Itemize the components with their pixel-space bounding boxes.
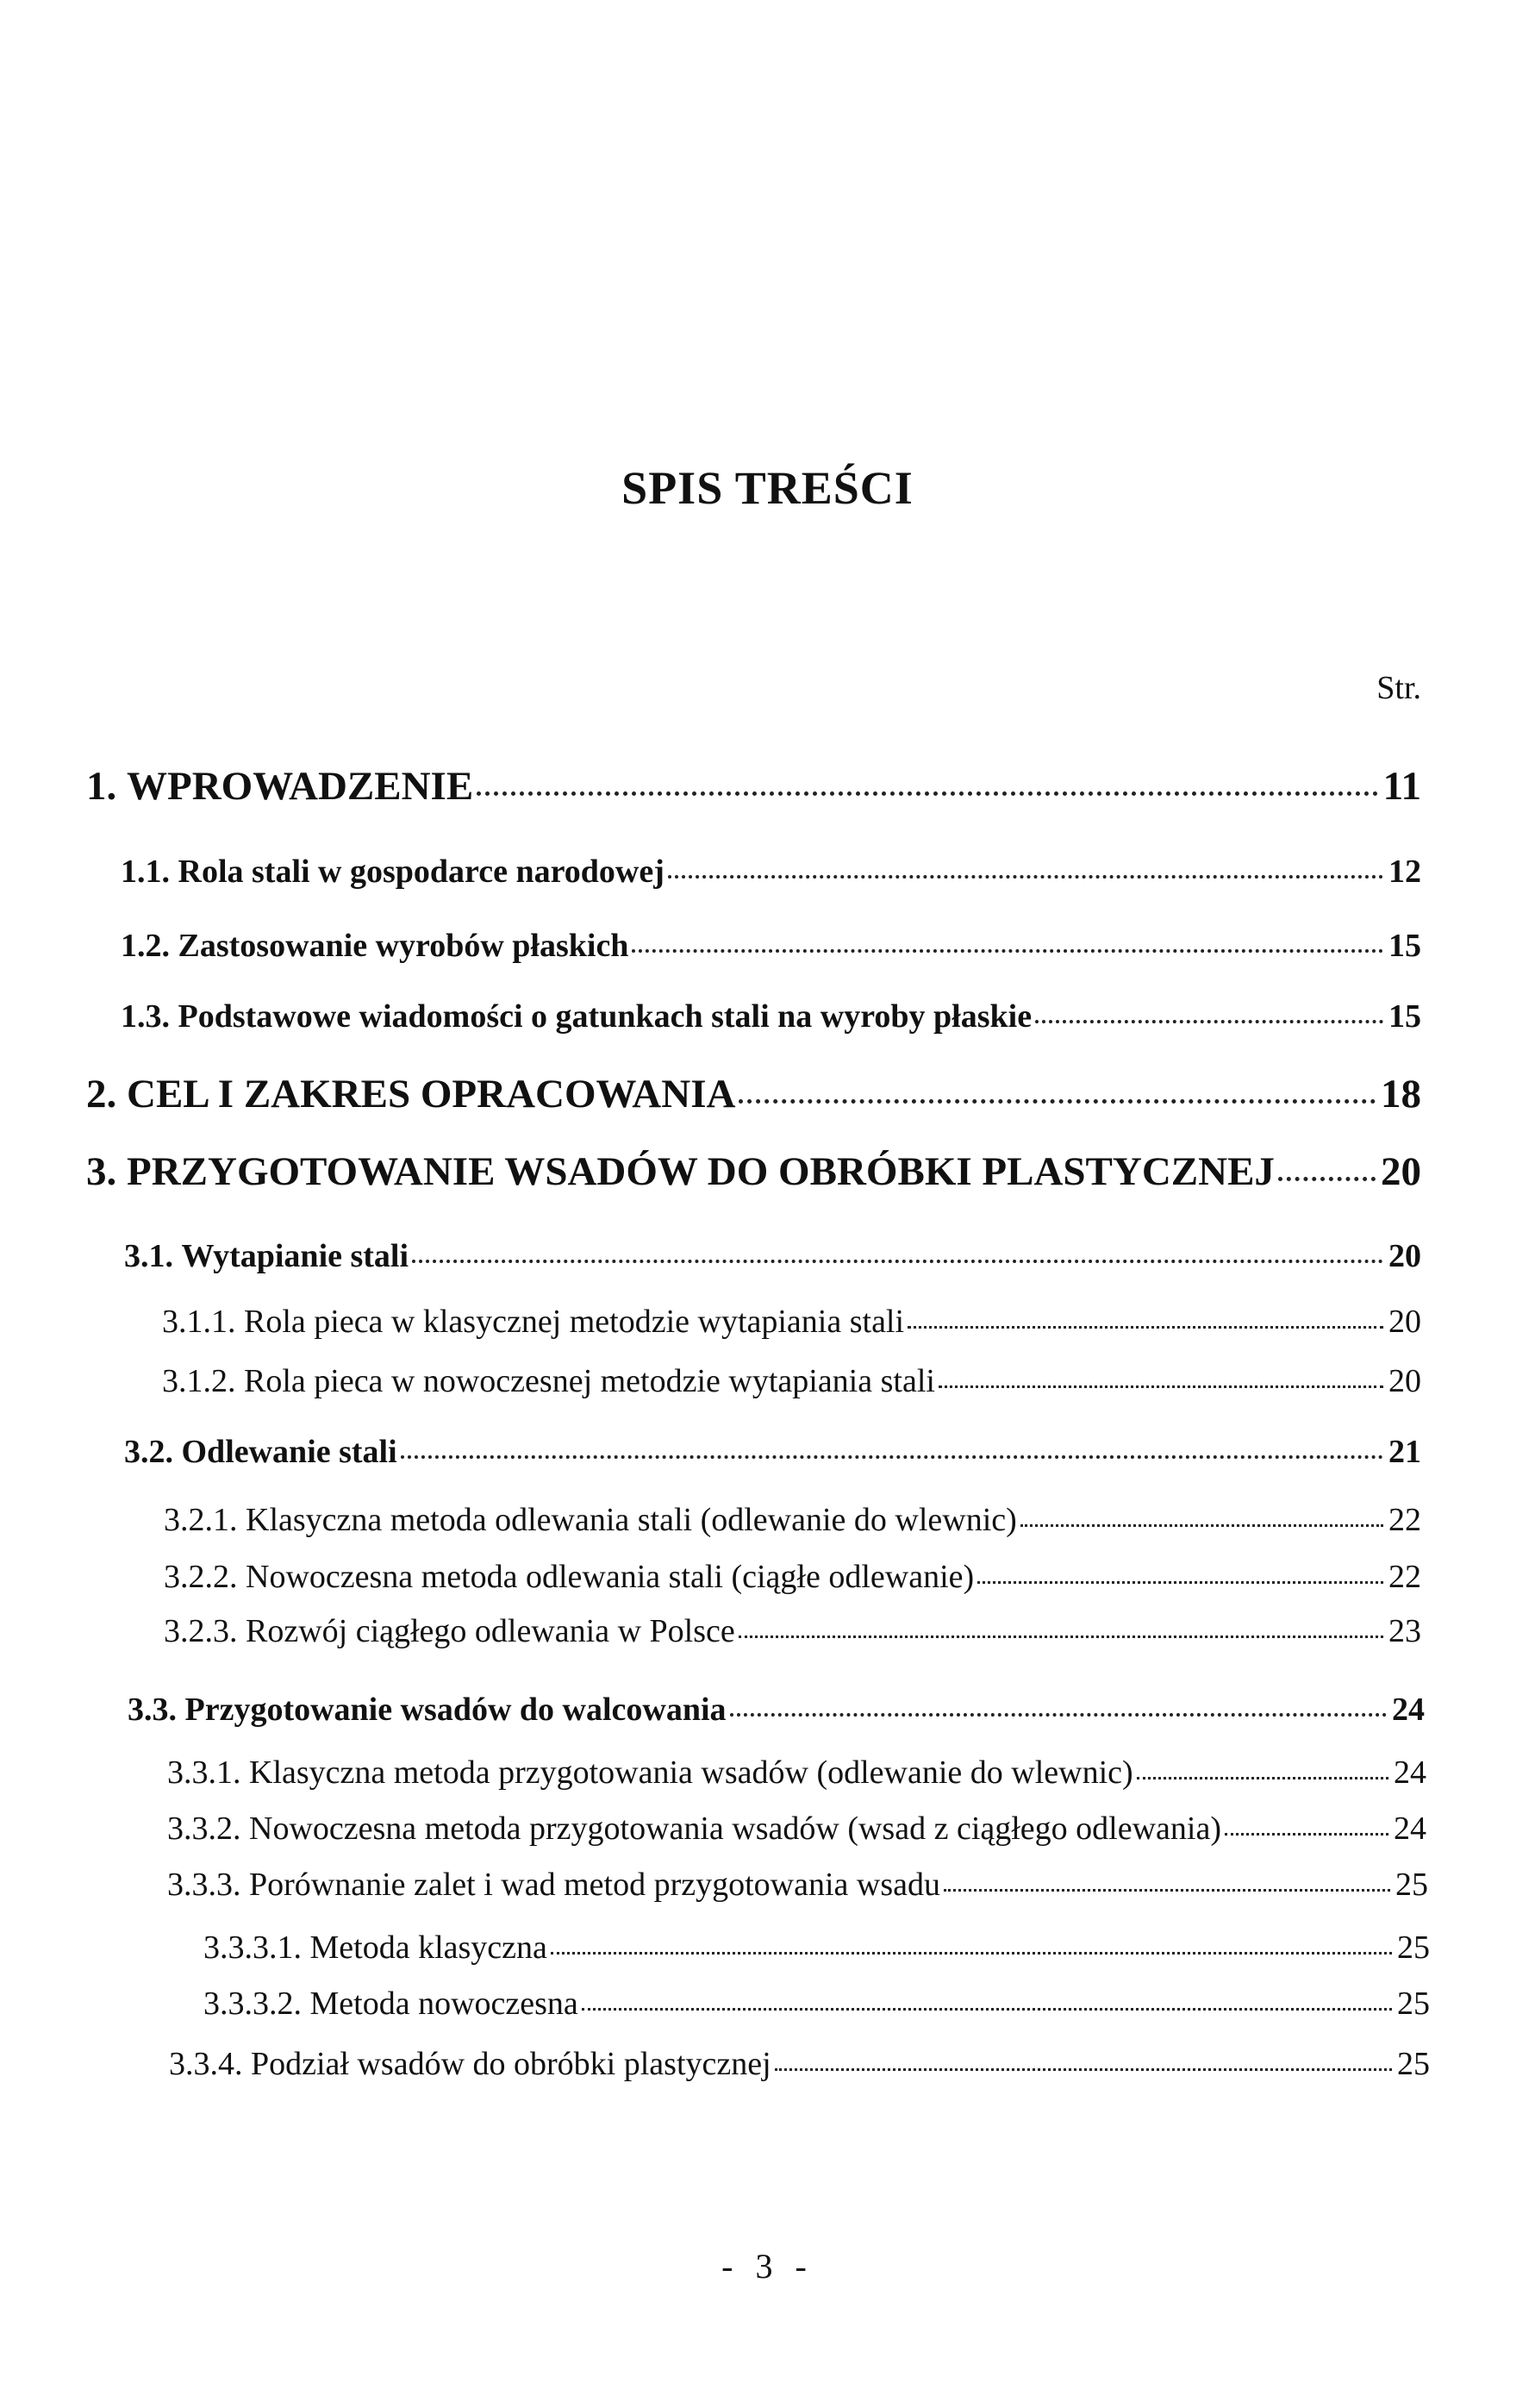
toc-page: 18: [1381, 1072, 1421, 1116]
toc-title: WPROWADZENIE: [127, 764, 474, 809]
toc-page: 15: [1388, 928, 1421, 964]
toc-entry-3-3-2[interactable]: [167, 1806, 1426, 1848]
toc-page: 24: [1394, 1754, 1426, 1791]
toc-page: 11: [1382, 764, 1421, 809]
toc-leader: [401, 1429, 1383, 1462]
toc-leader: [1278, 1144, 1376, 1185]
toc-entry-2[interactable]: [86, 1066, 1421, 1117]
toc-number: 3.1.2.: [162, 1363, 236, 1399]
toc-leader: [632, 923, 1383, 956]
toc-page: 20: [1388, 1238, 1421, 1274]
toc-title: Klasyczna metoda odlewania stali (odlewanie do wlewnic): [246, 1502, 1017, 1538]
toc-number: 3.: [86, 1149, 117, 1194]
toc-entry-3-3-1[interactable]: [167, 1750, 1426, 1792]
toc-leader: [977, 1554, 1383, 1587]
toc-number: 3.1.1.: [162, 1304, 236, 1340]
toc-page: 22: [1388, 1559, 1421, 1595]
toc-title: Rozwój ciągłego odlewania w Polsce: [246, 1613, 735, 1649]
toc-entry-1-3[interactable]: [121, 994, 1421, 1035]
toc-entry-1-1[interactable]: [121, 849, 1421, 891]
toc-number: 3.3.: [128, 1692, 177, 1728]
toc-page: 25: [1397, 1986, 1430, 2022]
toc-title: Rola pieca w nowoczesnej metodzie wytapiania stali: [244, 1363, 935, 1399]
toc-leader: [908, 1299, 1383, 1332]
toc-leader: [730, 1687, 1387, 1720]
toc-number: 3.3.3.1.: [203, 1930, 302, 1966]
toc-leader: [944, 1862, 1390, 1895]
toc-entry-3-3-3-2[interactable]: [203, 1981, 1430, 2023]
toc-entry-3-2-2[interactable]: [164, 1554, 1421, 1596]
toc-page: 25: [1397, 1930, 1430, 1966]
toc-leader: [939, 1359, 1383, 1392]
toc-number: 1.2.: [121, 928, 170, 964]
toc-title: Metoda klasyczna: [309, 1930, 547, 1966]
toc-entry-1[interactable]: [86, 759, 1421, 810]
toc-entry-1-2[interactable]: [121, 923, 1421, 965]
toc-leader: [668, 849, 1383, 882]
toc-page: 21: [1388, 1434, 1421, 1470]
toc-title: Rola stali w gospodarce narodowej: [178, 854, 665, 890]
toc-title: Rola pieca w klasycznej metodzie wytapiania stali: [244, 1304, 905, 1340]
toc-number: 3.3.4.: [169, 2046, 243, 2082]
toc-title: Klasyczna metoda przygotowania wsadów (odlewanie do wlewnic): [249, 1754, 1133, 1791]
toc-entry-3-2[interactable]: [124, 1429, 1421, 1471]
toc-entry-3-3-4[interactable]: [169, 2042, 1430, 2083]
toc-title: Przygotowanie wsadów do walcowania: [184, 1692, 727, 1728]
toc-page: 25: [1395, 1867, 1428, 1903]
toc-page: 23: [1388, 1613, 1421, 1649]
toc-number: 3.2.1.: [164, 1502, 238, 1538]
toc-leader: [775, 2042, 1392, 2074]
toc-title: Odlewanie stali: [181, 1434, 397, 1470]
toc-entry-3-3-3-1[interactable]: [203, 1925, 1430, 1967]
toc-title: PRZYGOTOWANIE WSADÓW DO OBRÓBKI PLASTYCZNEJ: [127, 1149, 1275, 1194]
toc-entry-3[interactable]: [86, 1144, 1421, 1195]
toc-title: Nowoczesna metoda odlewania stali (ciągłe odlewanie): [246, 1559, 975, 1595]
toc-leader: [551, 1925, 1392, 1958]
toc-page: 20: [1381, 1149, 1421, 1194]
toc-entry-3-2-3[interactable]: [164, 1609, 1421, 1650]
toc-entry-3-1[interactable]: [124, 1234, 1421, 1275]
page-number: - 3 -: [721, 2247, 814, 2286]
toc-page: 24: [1392, 1692, 1425, 1728]
toc-title: Zastosowanie wyrobów płaskich: [178, 928, 629, 964]
toc-leader: [739, 1609, 1383, 1642]
toc-leader: [412, 1234, 1383, 1267]
toc-number: 3.2.2.: [164, 1559, 238, 1595]
toc-entry-3-3-3[interactable]: [167, 1862, 1428, 1904]
toc-leader: [739, 1066, 1376, 1107]
toc-number: 3.3.1.: [167, 1754, 241, 1791]
toc-leader: [582, 1981, 1392, 2014]
toc-entry-3-1-1[interactable]: [162, 1299, 1421, 1341]
toc-leader: [1020, 1498, 1383, 1530]
toc-page: 25: [1397, 2046, 1430, 2082]
toc-entry-3-3[interactable]: [128, 1687, 1425, 1729]
toc-page: 24: [1394, 1811, 1426, 1847]
toc-entry-3-2-1[interactable]: [164, 1498, 1421, 1539]
toc-title: CEL I ZAKRES OPRACOWANIA: [127, 1072, 736, 1116]
toc-title: Metoda nowoczesna: [309, 1986, 578, 2022]
toc-number: 3.2.: [124, 1434, 173, 1470]
toc-page: 15: [1388, 998, 1421, 1035]
toc-leader: [1225, 1806, 1388, 1839]
toc-page: 22: [1388, 1502, 1421, 1538]
toc-title: Podstawowe wiadomości o gatunkach stali na wyroby płaskie: [178, 998, 1033, 1035]
toc-page: 12: [1388, 854, 1421, 890]
toc-page: 20: [1388, 1363, 1421, 1399]
toc-number: 2.: [86, 1072, 117, 1116]
page-column-label: Str.: [1376, 670, 1421, 706]
toc-leader: [477, 759, 1377, 799]
toc-page: 20: [1388, 1304, 1421, 1340]
toc-entry-3-1-2[interactable]: [162, 1359, 1421, 1400]
toc-number: 3.2.3.: [164, 1613, 238, 1649]
toc-number: 1.1.: [121, 854, 170, 890]
toc-title: Podział wsadów do obróbki plastycznej: [251, 2046, 771, 2082]
toc-number: 3.1.: [124, 1238, 173, 1274]
toc-number: 3.3.2.: [167, 1811, 241, 1847]
toc-title: Porównanie zalet i wad metod przygotowania wsadu: [249, 1867, 940, 1903]
toc-title: Nowoczesna metoda przygotowania wsadów (wsad z ciągłego odlewania): [249, 1811, 1221, 1847]
toc-number: 3.3.3.2.: [203, 1986, 302, 2022]
toc-number: 1.: [86, 764, 117, 809]
page-title: SPIS TREŚCI: [621, 462, 914, 514]
toc-number: 3.3.3.: [167, 1867, 241, 1903]
toc-leader: [1035, 994, 1383, 1027]
toc-title: Wytapianie stali: [181, 1238, 409, 1274]
toc-number: 1.3.: [121, 998, 170, 1035]
toc-leader: [1137, 1750, 1388, 1783]
